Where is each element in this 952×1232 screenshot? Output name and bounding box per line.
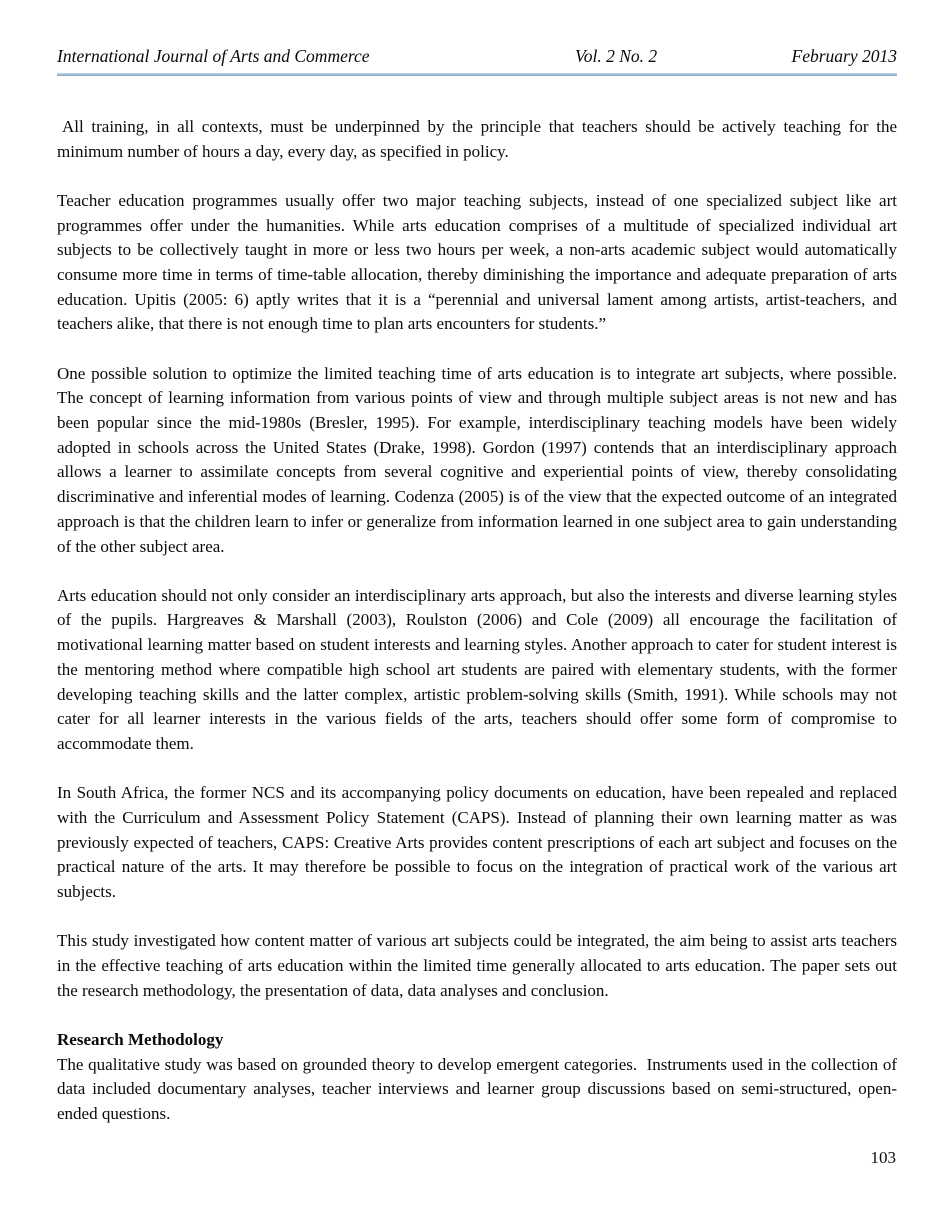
section-heading-research-methodology: Research Methodology bbox=[57, 1029, 224, 1049]
paragraph-methodology: The qualitative study was based on grounded theory to develop emergent categories. Instruments used in the collection of data included documentary analyses, teacher interviews and learner group discussions based on semi-structured, open-ended questions. bbox=[57, 1054, 897, 1123]
paragraph-teacher-education: Teacher education programmes usually offer two major teaching subjects, instead of one specialized subject like art programmes offer under the humanities. While arts education comprises of a multitude of specialized individual art subjects to be collectively taught in more or less two hours per week, a non-arts academic subject would automatically consume more time in terms of time-table allocation, thereby diminishing the importance and adequate preparation of arts education. Upitis (2005: 6) aptly writes that it is a “perennial and universal lament among artists, artist-teachers, and teachers alike, that there is not enough time to plan arts encounters for students.” bbox=[57, 190, 897, 334]
volume-issue: Vol. 2 No. 2 bbox=[575, 46, 658, 66]
paragraph-training-policy: All training, in all contexts, must be underpinned by the principle that teachers should be actively teaching for the minimum number of hours a day, every day, as specified in policy. bbox=[57, 117, 897, 161]
header-rule bbox=[57, 73, 897, 76]
journal-title: International Journal of Arts and Commerce bbox=[57, 46, 370, 66]
article-body bbox=[57, 115, 897, 1127]
page-header bbox=[57, 46, 897, 67]
paragraph-integration-solution: One possible solution to optimize the limited teaching time of arts education is to integrate art subjects, where possible. The concept of learning information from various points of view and through multiple subject areas is not new and has been popular since the mid-1980s (Bresler, 1995). For example, interdisciplinary teaching models have been widely adopted in schools across the United States (Drake, 1998). Gordon (1997) contends that an interdisciplinary approach allows a learner to assimilate concepts from several cognitive and experiential points of view, thereby consolidating discriminative and inferential modes of learning. Codenza (2005) is of the view that the expected outcome of an integrated approach is that the children learn to infer or generalize from information learned in one subject area to gain understanding of the other subject area. bbox=[57, 363, 897, 556]
issue-date: February 2013 bbox=[791, 46, 897, 66]
page-number: 103 bbox=[870, 1148, 896, 1167]
paragraph-south-africa-caps: In South Africa, the former NCS and its accompanying policy documents on education, have been repealed and replaced with the Curriculum and Assessment Policy Statement (CAPS). Instead of planning their own learning matter as was previously expected of teachers, CAPS: Creative Arts provides content prescriptions of each art subject and focuses on the practical nature of the arts. It may therefore be possible to focus on the integration of practical work of the various art subjects. bbox=[57, 783, 897, 901]
paragraph-learning-styles: Arts education should not only consider an interdisciplinary arts approach, but also the interests and diverse learning styles of the pupils. Hargreaves & Marshall (2003), Roulston (2006) and Cole (2009) all encourage the facilitation of motivational learning matter based on student interests and learning styles. Another approach to cater for student interest is the mentoring method where compatible high school art students are paired with elementary students, with the former developing teaching skills and the latter complex, artistic problem-solving skills (Smith, 1991). While schools may not cater for all learner interests in the various fields of the arts, teachers should offer some form of compromise to accommodate them. bbox=[57, 585, 897, 753]
paragraph-study-aim: This study investigated how content matter of various art subjects could be integrated, the aim being to assist arts teachers in the effective teaching of arts education within the limited time generally allocated to arts education. The paper sets out the research methodology, the presentation of data, data analyses and conclusion. bbox=[57, 931, 897, 1000]
